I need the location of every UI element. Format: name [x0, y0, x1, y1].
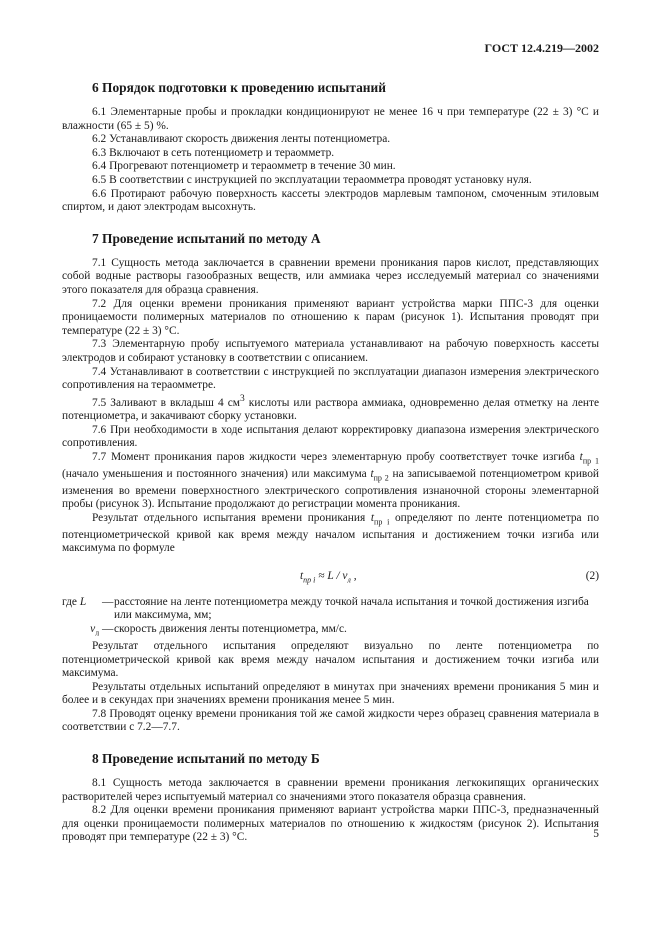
para-7-2: 7.2 Для оценки времени проникания применяют вариант устройства марки ППС-3 для оценки проницаемости полимерных материалов по отношению к парам (рисунок 1). Испытания проводят при температуре (22 ± 3) °С.: [62, 297, 599, 337]
symbol-t: t: [579, 450, 583, 463]
para-7-7-text-mid: (начало уменьшения и постоянного значения) или максимума: [62, 467, 371, 480]
symbol-t: t: [300, 569, 304, 582]
para-7-5: [62, 393, 599, 424]
para-8-2: 8.2 Для оценки времени проникания применяют вариант устройства марки ППС-3, предназначенный для оценки проницаемости полимерных материалов по отношению к жидкостям (рисунок 2). Испытания проводят при температуре (22 ± 3) °С.: [62, 804, 599, 844]
formula-tail: ,: [350, 569, 357, 582]
section-6-title: 6 Порядок подготовки к проведению испытаний: [92, 80, 386, 95]
subscript-pr1: пр 1: [582, 456, 600, 466]
para-7-6: 7.6 При необходимости в ходе испытания делают корректировку диапазона измерения электрического сопротивления.: [62, 423, 599, 450]
para-6-5: 6.5 В соответствии с инструкцией по эксплуатации тераомметра проводят установку нуля.: [92, 173, 532, 186]
result-paragraph-3: Результаты отдельных испытаний определяют в минутах при значениях времени проникания 5 мин и более и в секундах при значениях времени проникания менее 5 мин.: [62, 680, 599, 707]
definition-desc-L: расстояние на ленте потенциометра между точкой начала испытания и точкой достижения изгиба или максимума, мм;: [114, 595, 589, 622]
section-7-title: 7 Проведение испытаний по методу А: [92, 230, 321, 246]
definition-L: [62, 596, 599, 623]
result-paragraph-1: [62, 512, 599, 556]
para-6-2: 6.2 Устанавливают скорость движения ленты потенциометра.: [92, 133, 391, 146]
para-7-5-text-end: кислоты или раствора аммиака, одновременно делая отметку на ленте потенциометра, и закачивают сборку установки.: [62, 396, 600, 423]
subscript-v: л: [95, 628, 100, 638]
para-7-7: [62, 451, 599, 512]
symbol-L: L: [79, 595, 87, 608]
cubic-superscript: 3: [240, 393, 245, 404]
symbol-v: v: [90, 623, 96, 636]
formula-number: (2): [585, 569, 599, 582]
result-text-end: определяют по ленте потенциометра по потенциометрической кривой как время между началом испытания и достижением точки изгиба или максимума по формуле: [62, 511, 600, 555]
symbol-t: t: [370, 467, 374, 480]
para-7-5-text: 7.5 Заливают в вкладыш 4 см: [92, 396, 240, 409]
definition-v: [62, 623, 599, 640]
page-number: 5: [593, 828, 599, 840]
standard-header: ГОСТ 12.4.219—2002: [484, 41, 599, 55]
para-8-1: 8.1 Сущность метода заключается в сравнении времени проникания легкокипящих органических растворителей через испытуемый материал со значениями этого показателя образца сравнения.: [62, 777, 599, 803]
result-paragraph-2: Результат отдельного испытания определяют визуально по ленте потенциометра по потенциометрической кривой как время между началом испытания и достижением точки изгиба или максимума.: [62, 639, 599, 680]
document-body: [62, 80, 599, 845]
para-7-7-text-end: на записываемой потенциометром кривой изменения во времени поверхностного электрического сопротивления изнаночной стороны элементарной пробы (рисунок 3). Испытание продолжают до регистрации момента проникания.: [62, 467, 600, 511]
para-7-1: 7.1 Сущность метода заключается в сравнении времени проникания паров кислот, представляющих собой водные растворы газообразных веществ, или аммиака через исследуемый материал со значениями этого показателя для образца сравнения.: [62, 256, 599, 296]
definition-dash: —: [102, 623, 114, 636]
section-8-title: 8 Проведение испытаний по методу Б: [92, 751, 320, 767]
subscript-pri: пр i: [374, 517, 390, 527]
para-7-4: 7.4 Устанавливают в соответствии с инструкцией по эксплуатации диапазон измерения электрического сопротивления на тераомметре.: [62, 365, 599, 392]
para-6-1: 6.1 Элементарные пробы и прокладки кондиционируют не менее 16 ч при температуре (22 ± 3) °С и влажности (65 ± 5) %.: [62, 106, 599, 132]
definition-term-L: [62, 596, 102, 623]
subscript-pr2: пр 2: [373, 473, 389, 483]
para-6-4: 6.4 Прогревают потенциометр и тераомметр в течение 30 мин.: [92, 160, 396, 173]
definition-dash: —: [102, 595, 114, 608]
para-6-6: 6.6 Протирают рабочую поверхность кассеты электродов марлевым тампоном, смоченным этиловым спиртом, и дают электродам высохнуть.: [62, 187, 599, 214]
para-7-3: 7.3 Элементарную пробу испытуемого материала устанавливают на рабочую поверхность кассеты электродов и собирают установку в соответствии с описанием.: [62, 338, 599, 364]
formula-2: [62, 562, 599, 592]
subscript-pri: пр i: [303, 575, 316, 585]
symbol-t: t: [370, 511, 375, 524]
subscript-v: л: [347, 575, 351, 585]
definition-list: [62, 596, 599, 640]
formula-rhs: ≈ L / v: [315, 569, 348, 582]
formula-expression: [300, 570, 357, 587]
para-7-7-text: 7.7 Момент проникания паров жидкости через элементарную пробу соответствует точке изгиба: [92, 450, 580, 463]
where-label: где: [62, 595, 77, 608]
definition-term-v: [62, 623, 102, 640]
para-7-8: 7.8 Проводят оценку времени проникания той же самой жидкости через образец сравнения материала в соответствии с 7.2—7.7.: [62, 707, 599, 734]
para-6-3: 6.3 Включают в сеть потенциометр и тераомметр.: [92, 146, 335, 159]
result-text: Результат отдельного испытания времени проникания: [92, 511, 371, 524]
definition-desc-v: скорость движения ленты потенциометра, мм/с.: [114, 623, 347, 636]
